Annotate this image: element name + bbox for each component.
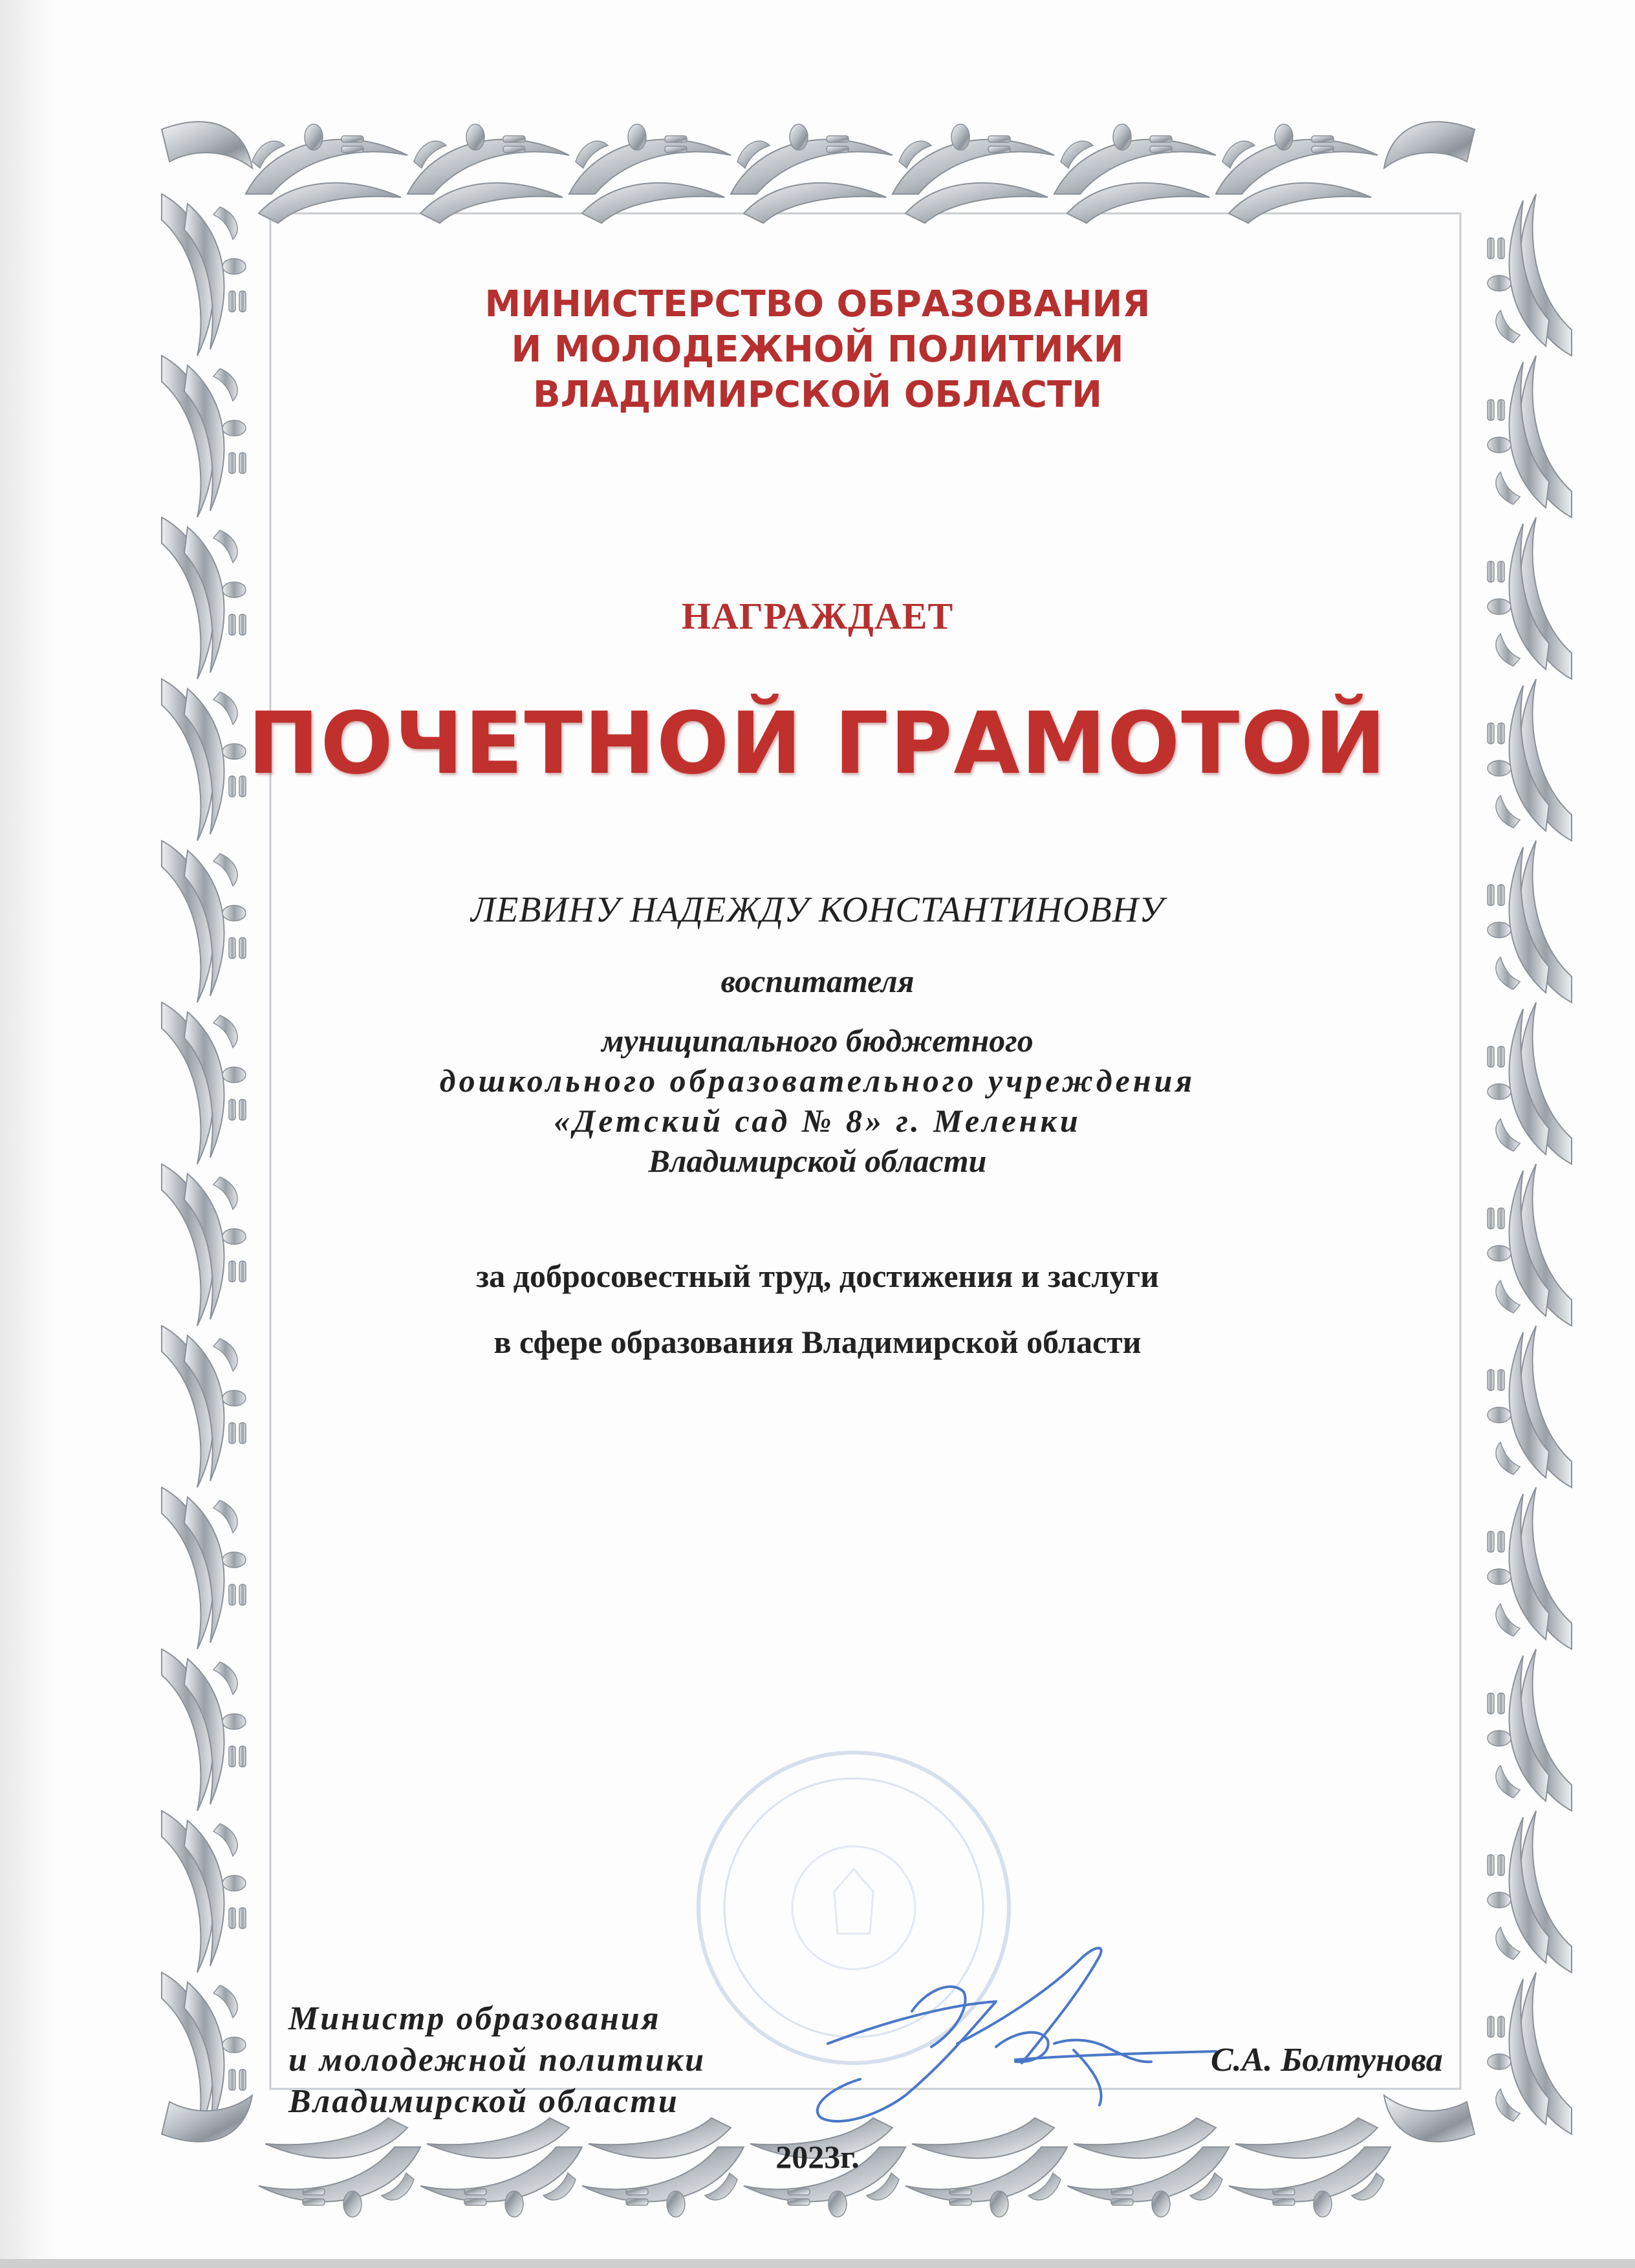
handwritten-signature [802, 1934, 1229, 2134]
award-verb: НАГРАЖДАЕТ [681, 595, 954, 637]
reason-line-2: в сфере образования Владимирской области [493, 1324, 1142, 1360]
org-line-4: Владимирской области [648, 1143, 987, 1179]
signatory-title-line-1: Министр образования [288, 2000, 661, 2037]
recipient-name: ЛЕВИНУ НАДЕЖДУ КОНСТАНТИНОВНУ [471, 890, 1164, 930]
org-line-3: «Детский сад № 8» г. Меленки [554, 1103, 1081, 1139]
reason-line-1: за добросовестный труд, достижения и заслуги [476, 1258, 1159, 1294]
award-year: 2023г. [775, 2139, 860, 2175]
border-top [246, 124, 1378, 223]
ministry-line-2: И МОЛОДЕЖНОЙ ПОЛИТИКИ [511, 329, 1124, 371]
recipient-organization [0, 1021, 1635, 1181]
signatory-name: С.А. Болтунова [1211, 2042, 1443, 2079]
org-line-2: дошкольного образовательного учреждения [439, 1063, 1196, 1099]
signatory-title-line-3: Владимирской области [288, 2083, 679, 2120]
ministry-heading [0, 282, 1635, 418]
ministry-line-3: ВЛАДИМИРСКОЙ ОБЛАСТИ [532, 374, 1103, 416]
award-title: ПОЧЕТНОЙ ГРАМОТОЙ [248, 694, 1387, 794]
signatory-title-line-2: и молодежной политики [288, 2042, 706, 2079]
ministry-line-1: МИНИСТЕРСТВО ОБРАЗОВАНИЯ [484, 283, 1151, 325]
recipient-position: воспитателя [720, 963, 915, 999]
org-line-1: муниципального бюджетного [601, 1022, 1034, 1059]
signatory-title [288, 1998, 706, 2122]
award-reason [0, 1243, 1635, 1375]
